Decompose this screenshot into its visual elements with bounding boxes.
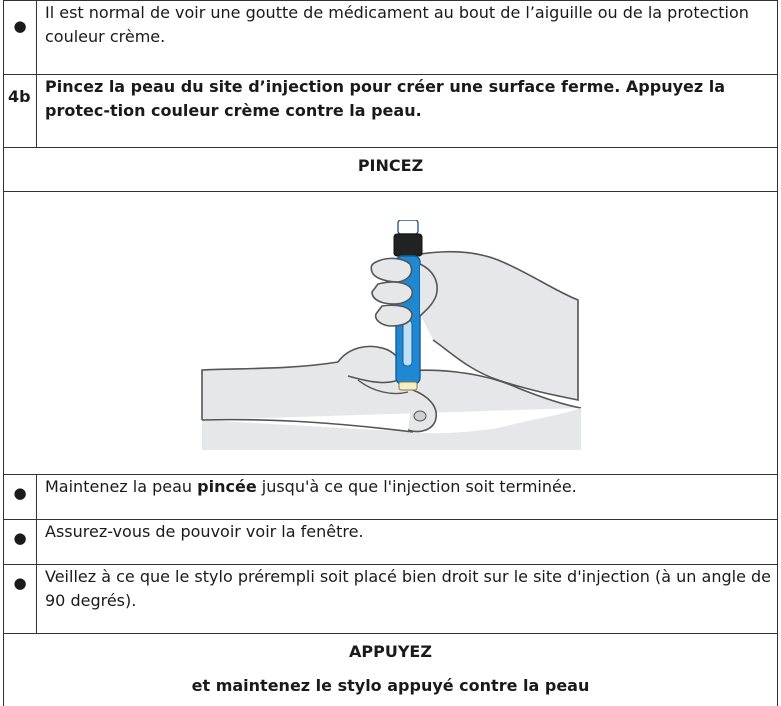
bullet: ● <box>13 529 27 547</box>
table-row <box>4 565 778 634</box>
step-instruction: Pincez la peau du site d’injection pour créer une surface ferme. Appuyez la protec-tion couleur crème contre la peau. <box>45 77 726 120</box>
section-heading-appuyez: APPUYEZ <box>349 642 432 661</box>
section-subheading: et maintenez le stylo appuyé contre la peau <box>191 676 590 695</box>
pen-injection-pinch-illustration <box>198 220 583 450</box>
info-text-before: Maintenez la peau <box>45 477 198 496</box>
section-heading-cell <box>4 148 778 192</box>
bullet-cell <box>4 1 37 75</box>
step-number-cell <box>4 75 37 148</box>
bullet-cell <box>4 475 37 520</box>
info-text-cell <box>37 475 778 520</box>
table-row <box>4 520 778 565</box>
info-text: Veillez à ce que le stylo prérempli soit placé bien droit sur le site d'injection (à un angle de 90 degrés). <box>45 567 771 610</box>
section-heading-pincez: PINCEZ <box>357 156 424 175</box>
info-text-after: jusqu'à ce que l'injection soit terminée. <box>256 477 577 496</box>
info-text-bold: pincée <box>197 477 257 496</box>
info-text: Il est normal de voir une goutte de médicament au bout de l’aiguille ou de la protection couleur crème. <box>45 3 749 46</box>
bullet: ● <box>13 17 27 35</box>
step-instruction-cell <box>37 75 778 148</box>
table-row <box>4 148 778 192</box>
table-row <box>4 1 778 75</box>
table-row <box>4 192 778 475</box>
bullet: ● <box>13 484 27 502</box>
table-row <box>4 75 778 148</box>
bullet-cell <box>4 520 37 565</box>
table-row <box>4 634 778 706</box>
section-heading-cell <box>4 634 778 706</box>
illustration-cell <box>4 192 778 475</box>
table-row <box>4 475 778 520</box>
bullet-cell <box>4 565 37 634</box>
bullet: ● <box>13 574 27 592</box>
info-text-cell <box>37 520 778 565</box>
step-number: 4b <box>8 87 31 106</box>
info-text-cell <box>37 1 778 75</box>
info-text: Assurez-vous de pouvoir voir la fenêtre. <box>45 522 364 541</box>
instructions-table <box>3 0 778 706</box>
info-text-cell <box>37 565 778 634</box>
